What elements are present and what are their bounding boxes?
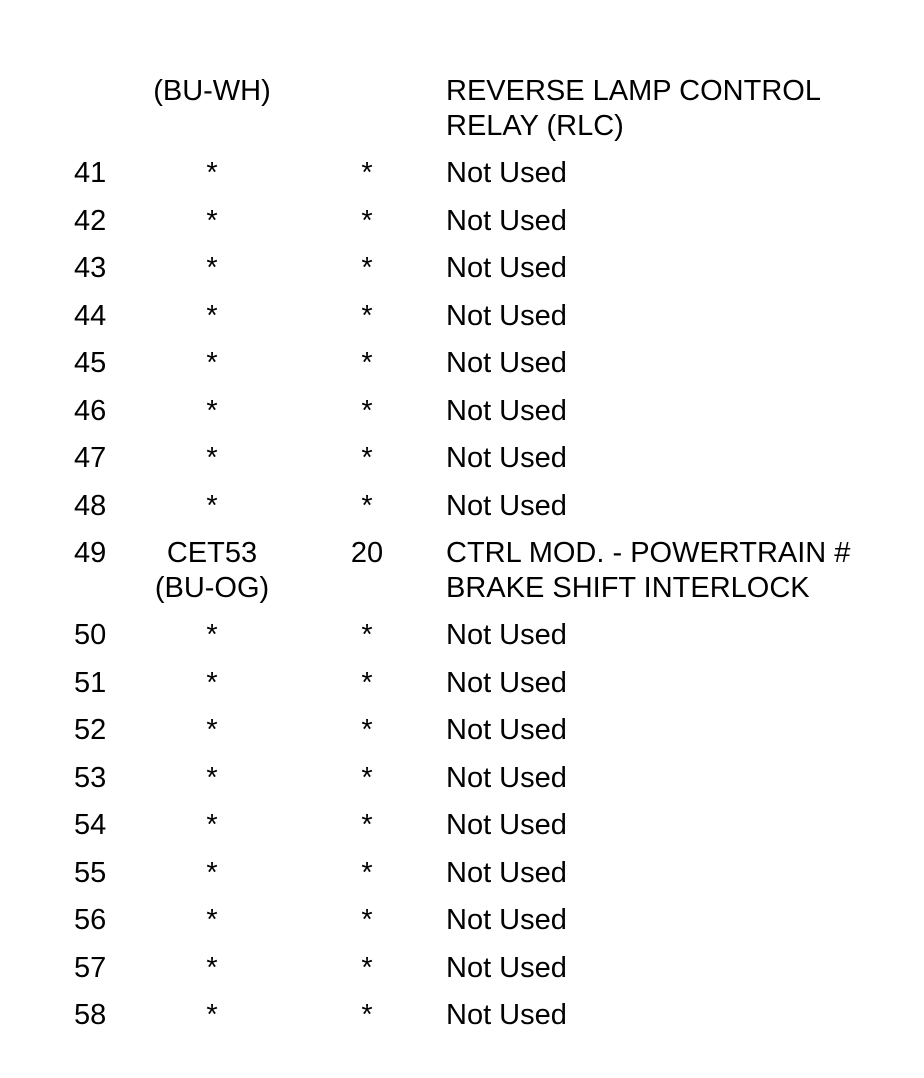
circuit-code: * [206,252,218,284]
circuit-code: * [206,347,218,379]
wire-gauge: * [361,904,373,936]
pin-function: Not Used [446,347,567,379]
pin-number: 56 [74,904,107,936]
table-row [0,204,924,252]
wire-gauge: * [361,252,373,284]
circuit-code: * [206,619,218,651]
pin-number: 58 [74,999,107,1031]
circuit-code [155,536,269,606]
table-row [0,856,924,904]
circuit-code-line: (BU-WH) [153,75,271,107]
circuit-code: * [206,714,218,746]
table-row [0,761,924,809]
wire-gauge: * [361,489,373,522]
table-row [0,951,924,999]
wire-gauge: * [361,951,373,984]
wire-gauge: * [361,856,373,889]
table-row [0,903,924,951]
table-row [0,666,924,714]
circuit-code: * [206,442,218,474]
circuit-code: * [206,394,218,427]
pin-function: Not Used [446,999,567,1031]
pin-number: 53 [74,761,107,794]
pin-function [446,74,821,144]
table-row [0,713,924,761]
wire-gauge: 20 [350,537,384,569]
pin-number: 47 [74,442,107,474]
pin-number: 42 [74,204,107,237]
table-row [0,536,924,618]
circuit-code: * [206,999,218,1031]
pin-function [446,536,850,606]
table-row [0,299,924,347]
table-row [0,394,924,442]
circuit-code: * [206,809,218,841]
table-row [0,808,924,856]
wire-gauge: * [361,666,373,699]
table-row [0,346,924,394]
pin-function: Not Used [446,951,567,984]
circuit-code: * [206,299,218,332]
wire-gauge: * [361,204,373,237]
pin-number: 46 [74,394,107,427]
circuit-code: * [206,204,218,237]
circuit-code: * [206,489,218,522]
circuit-code: * [206,904,218,936]
pin-function-line: CTRL MOD. - POWERTRAIN # [446,537,851,569]
circuit-code-line: (BU-OG) [154,572,270,604]
table-row [0,156,924,204]
pin-function: Not Used [446,809,567,841]
pin-number: 50 [74,619,107,651]
wire-gauge: * [361,442,373,474]
pin-number: 51 [74,666,107,699]
wire-gauge: * [361,347,373,379]
connector-pinout-table [0,74,924,1046]
pin-function-line: BRAKE SHIFT INTERLOCK [446,572,810,604]
table-row [0,74,924,156]
circuit-code: * [206,951,218,984]
table-row [0,998,924,1046]
pin-number: 41 [74,157,107,189]
pin-function-line: RELAY (RLC) [446,110,624,142]
pin-function: Not Used [446,904,567,936]
wire-gauge: * [361,394,373,427]
pin-number: 48 [74,489,107,522]
pin-function: Not Used [446,394,567,427]
pin-number: 54 [74,809,107,841]
pin-function: Not Used [446,761,567,794]
circuit-code: * [206,666,218,699]
pin-number: 52 [74,714,107,746]
pin-number: 45 [74,347,107,379]
pin-function-line: REVERSE LAMP CONTROL [446,75,821,107]
circuit-code: * [206,157,218,189]
pin-function: Not Used [446,856,567,889]
pin-number: 43 [74,252,107,284]
wire-gauge: * [361,714,373,746]
pin-number: 57 [74,951,107,984]
pin-number: 49 [74,537,107,569]
circuit-code [153,74,271,109]
table-row [0,441,924,489]
wire-gauge: * [361,999,373,1031]
pin-function: Not Used [446,619,567,651]
pin-function: Not Used [446,714,567,746]
circuit-code: * [206,856,218,889]
pin-number: 44 [74,299,107,332]
pin-function: Not Used [446,442,567,474]
pin-function: Not Used [446,157,567,189]
circuit-code: * [206,761,218,794]
pin-function: Not Used [446,204,567,237]
table-row [0,251,924,299]
table-row [0,618,924,666]
pin-function: Not Used [446,252,567,284]
circuit-code-line: CET53 [166,537,258,569]
wire-gauge: * [361,619,373,651]
pin-function: Not Used [446,489,567,522]
wire-gauge: * [361,761,373,794]
wire-gauge: * [361,157,373,189]
pin-function: Not Used [446,666,567,699]
wire-gauge: * [361,299,373,332]
wire-gauge: * [361,809,373,841]
table-row [0,489,924,537]
pin-function: Not Used [446,299,567,332]
pin-number: 55 [74,856,107,889]
